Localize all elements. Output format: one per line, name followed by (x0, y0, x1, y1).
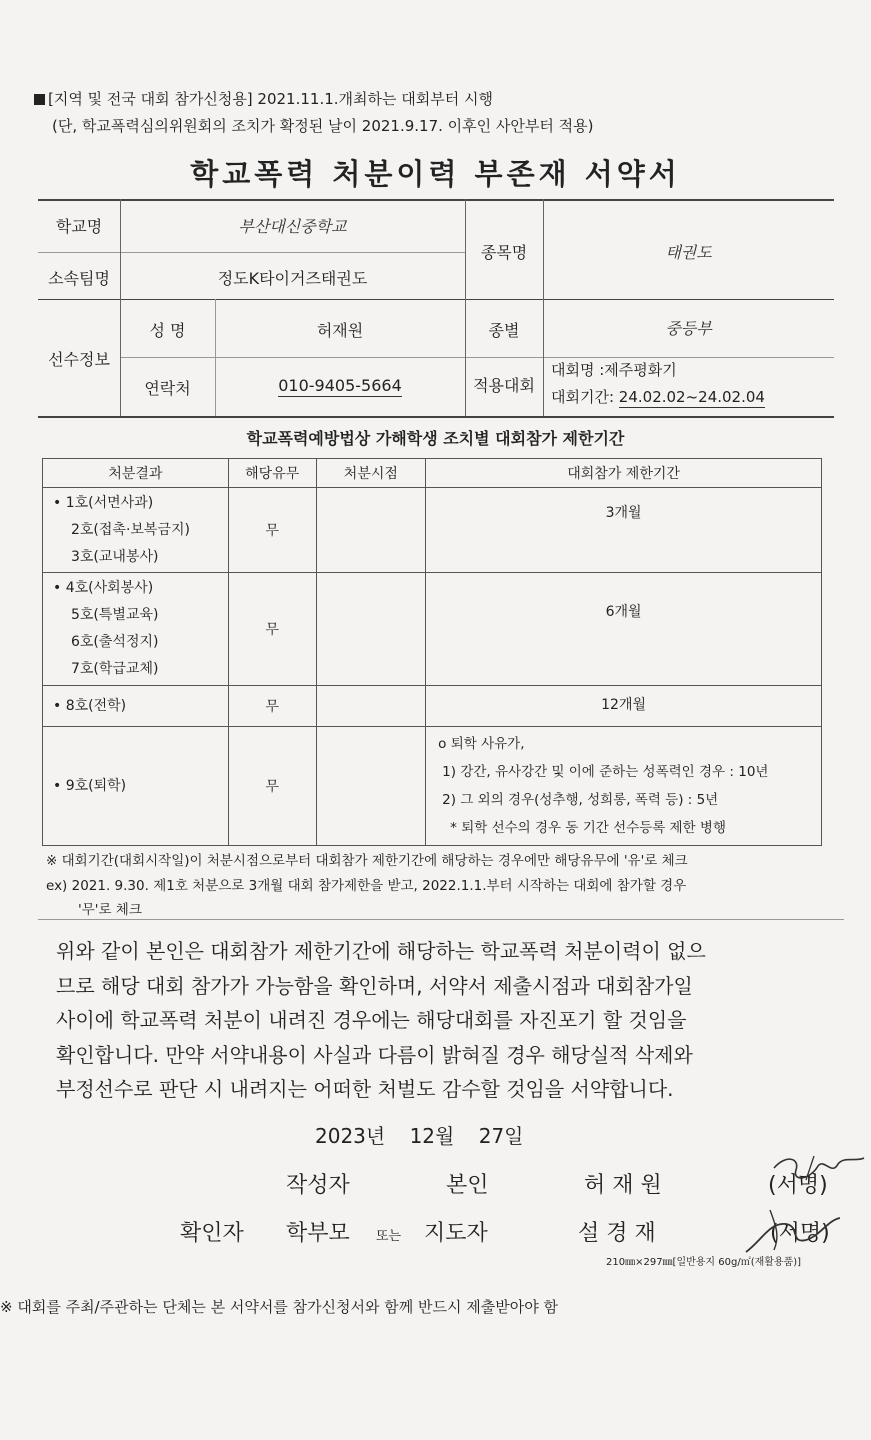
paper-spec: 210㎜×297㎜[일반용지 60g/㎡(재활용품)] (606, 1257, 802, 1268)
competition-period: 대회기간: 24.02.02~24.02.04 (551, 388, 765, 406)
writer-label: 작성자 (286, 1173, 350, 1198)
notice-line-2: (단, 학교폭력심의위원회의 조치가 확정된 날이 2021.9.17. 이후인 사안부터 적용) (52, 117, 594, 135)
competition-name: 대회명 :제주평화기 (551, 361, 677, 379)
timing-cell (316, 573, 426, 686)
table-row: • 9호(퇴학) 무 o 퇴학 사유가, 1) 강간, 유사강간 및 이에 준하는 성폭력인 경우 : 10년 2) 그 외의 경우(성추행, 성희롱, 폭력 등) : 5년 * 퇴학 선수의 경우 동 기간 선수등록 제한 병행 (43, 727, 822, 846)
footnote-line-1: ※ 대회기간(대회시작일)이 처분시점으로부터 대회참가 제한기간에 해당하는 경우에만 해당유무에 '유'로 체크 (46, 853, 688, 869)
period-value: 3개월 (426, 488, 822, 573)
handwritten-signature-mark (766, 1150, 871, 1200)
division-label: 종별 (488, 321, 520, 340)
section-subtitle: 학교폭력예방법상 가해학생 조치별 대회참가 제한기간 (246, 429, 625, 448)
applies-value: 무 (228, 488, 316, 573)
school-value: 부산대신중학교 (238, 217, 347, 236)
division-value: 중등부 (665, 319, 712, 338)
contact-value: 010-9405-5664 (278, 376, 402, 395)
header-period: 대회참가 제한기간 (426, 459, 822, 488)
applies-value: 무 (228, 686, 316, 727)
confirmer-name: 설 경 재 (578, 1221, 656, 1246)
confirmer-sign-label: (서명) (770, 1221, 830, 1246)
period-value: 12개월 (426, 686, 822, 727)
confirmer-coach: 지도자 (424, 1221, 488, 1246)
header-result: 처분결과 (43, 459, 229, 488)
name-label: 성 명 (149, 321, 186, 340)
competition-period-value: 24.02.02~24.02.04 (618, 388, 765, 406)
table-row: • 8호(전학) 무 12개월 (43, 686, 822, 727)
table-header-row (43, 459, 822, 488)
pledge-paragraph: 위와 같이 본인은 대회참가 제한기간에 해당하는 학교폭력 처분이력이 없으 므로 해당 대회 참가가 가능함을 확인하며, 서약서 제출시점과 대회참가일 사이에 학교폭력 처분이 내려진 경우에는 해당대회를 자진포기 할 것임을 확인합니다. 만약 서약내용이 사실과 다름이 밝혀질 경우 해당실적 삭제와 부정선수로 판단 시 내려지는 어떠한 처벌도 감수할 것임을 서약합니다. (56, 939, 706, 1101)
timing-cell (316, 727, 426, 846)
team-value: 정도K타이거즈태권도 (217, 269, 368, 288)
applies-value: 무 (228, 727, 316, 846)
discipline-table (42, 458, 822, 846)
confirmer-label: 확인자 (180, 1221, 244, 1246)
pledge-date: 2023년 12월 27일 (315, 1124, 524, 1148)
bottom-note: ※ 대회를 주최/주관하는 단체는 본 서약서를 참가신청서와 함께 반드시 제출받아야 함 (0, 1298, 558, 1316)
competition-label: 적용대회 (473, 376, 535, 395)
handwritten-signature-mark (740, 1200, 850, 1260)
or-label: 또는 (376, 1229, 402, 1244)
team-label: 소속팀명 (48, 269, 110, 288)
event-value: 태권도 (665, 243, 712, 262)
timing-cell (316, 686, 426, 727)
event-label: 종목명 (480, 243, 528, 262)
applies-value: 무 (228, 573, 316, 686)
name-value: 허재원 (316, 321, 364, 340)
header-timing: 처분시점 (316, 459, 426, 488)
writer-role: 본인 (446, 1173, 489, 1198)
period-value: 6개월 (426, 573, 822, 686)
footnote-line-2: ex) 2021. 9.30. 제1호 처분으로 3개월 대회 참가제한을 받고, 2022.1.1.부터 시작하는 대회에 참가할 경우 (46, 878, 687, 894)
document-title: 학교폭력 처분이력 부존재 서약서 (190, 157, 681, 191)
writer-sign-label: (서명) (768, 1173, 828, 1198)
player-info-label: 선수정보 (48, 350, 110, 369)
table-row: • 4호(사회봉사) 5호(특별교육) 6호(출석정지) 7호(학급교체) 무 6개월 (43, 573, 822, 686)
contact-label: 연락처 (144, 379, 191, 398)
footnote-line-3: '무'로 체크 (78, 902, 142, 918)
table-row: • 1호(서면사과) 2호(접촉·보복금지) 3호(교내봉사) 무 3개월 (43, 488, 822, 573)
confirmer-parent: 학부모 (286, 1221, 350, 1246)
expulsion-notes: o 퇴학 사유가, 1) 강간, 유사강간 및 이에 준하는 성폭력인 경우 : 10년 2) 그 외의 경우(성추행, 성희롱, 폭력 등) : 5년 * 퇴학 선수의 경우 동 기간 선수등록 제한 병행 (426, 727, 822, 846)
square-bullet-icon (34, 94, 45, 105)
writer-name: 허 재 원 (584, 1173, 662, 1198)
timing-cell (316, 488, 426, 573)
header-applies: 해당유무 (228, 459, 316, 488)
notice-line-1: [지역 및 전국 대회 참가신청용] 2021.11.1.개최하는 대회부터 시행 (34, 88, 493, 109)
school-label: 학교명 (55, 217, 103, 236)
